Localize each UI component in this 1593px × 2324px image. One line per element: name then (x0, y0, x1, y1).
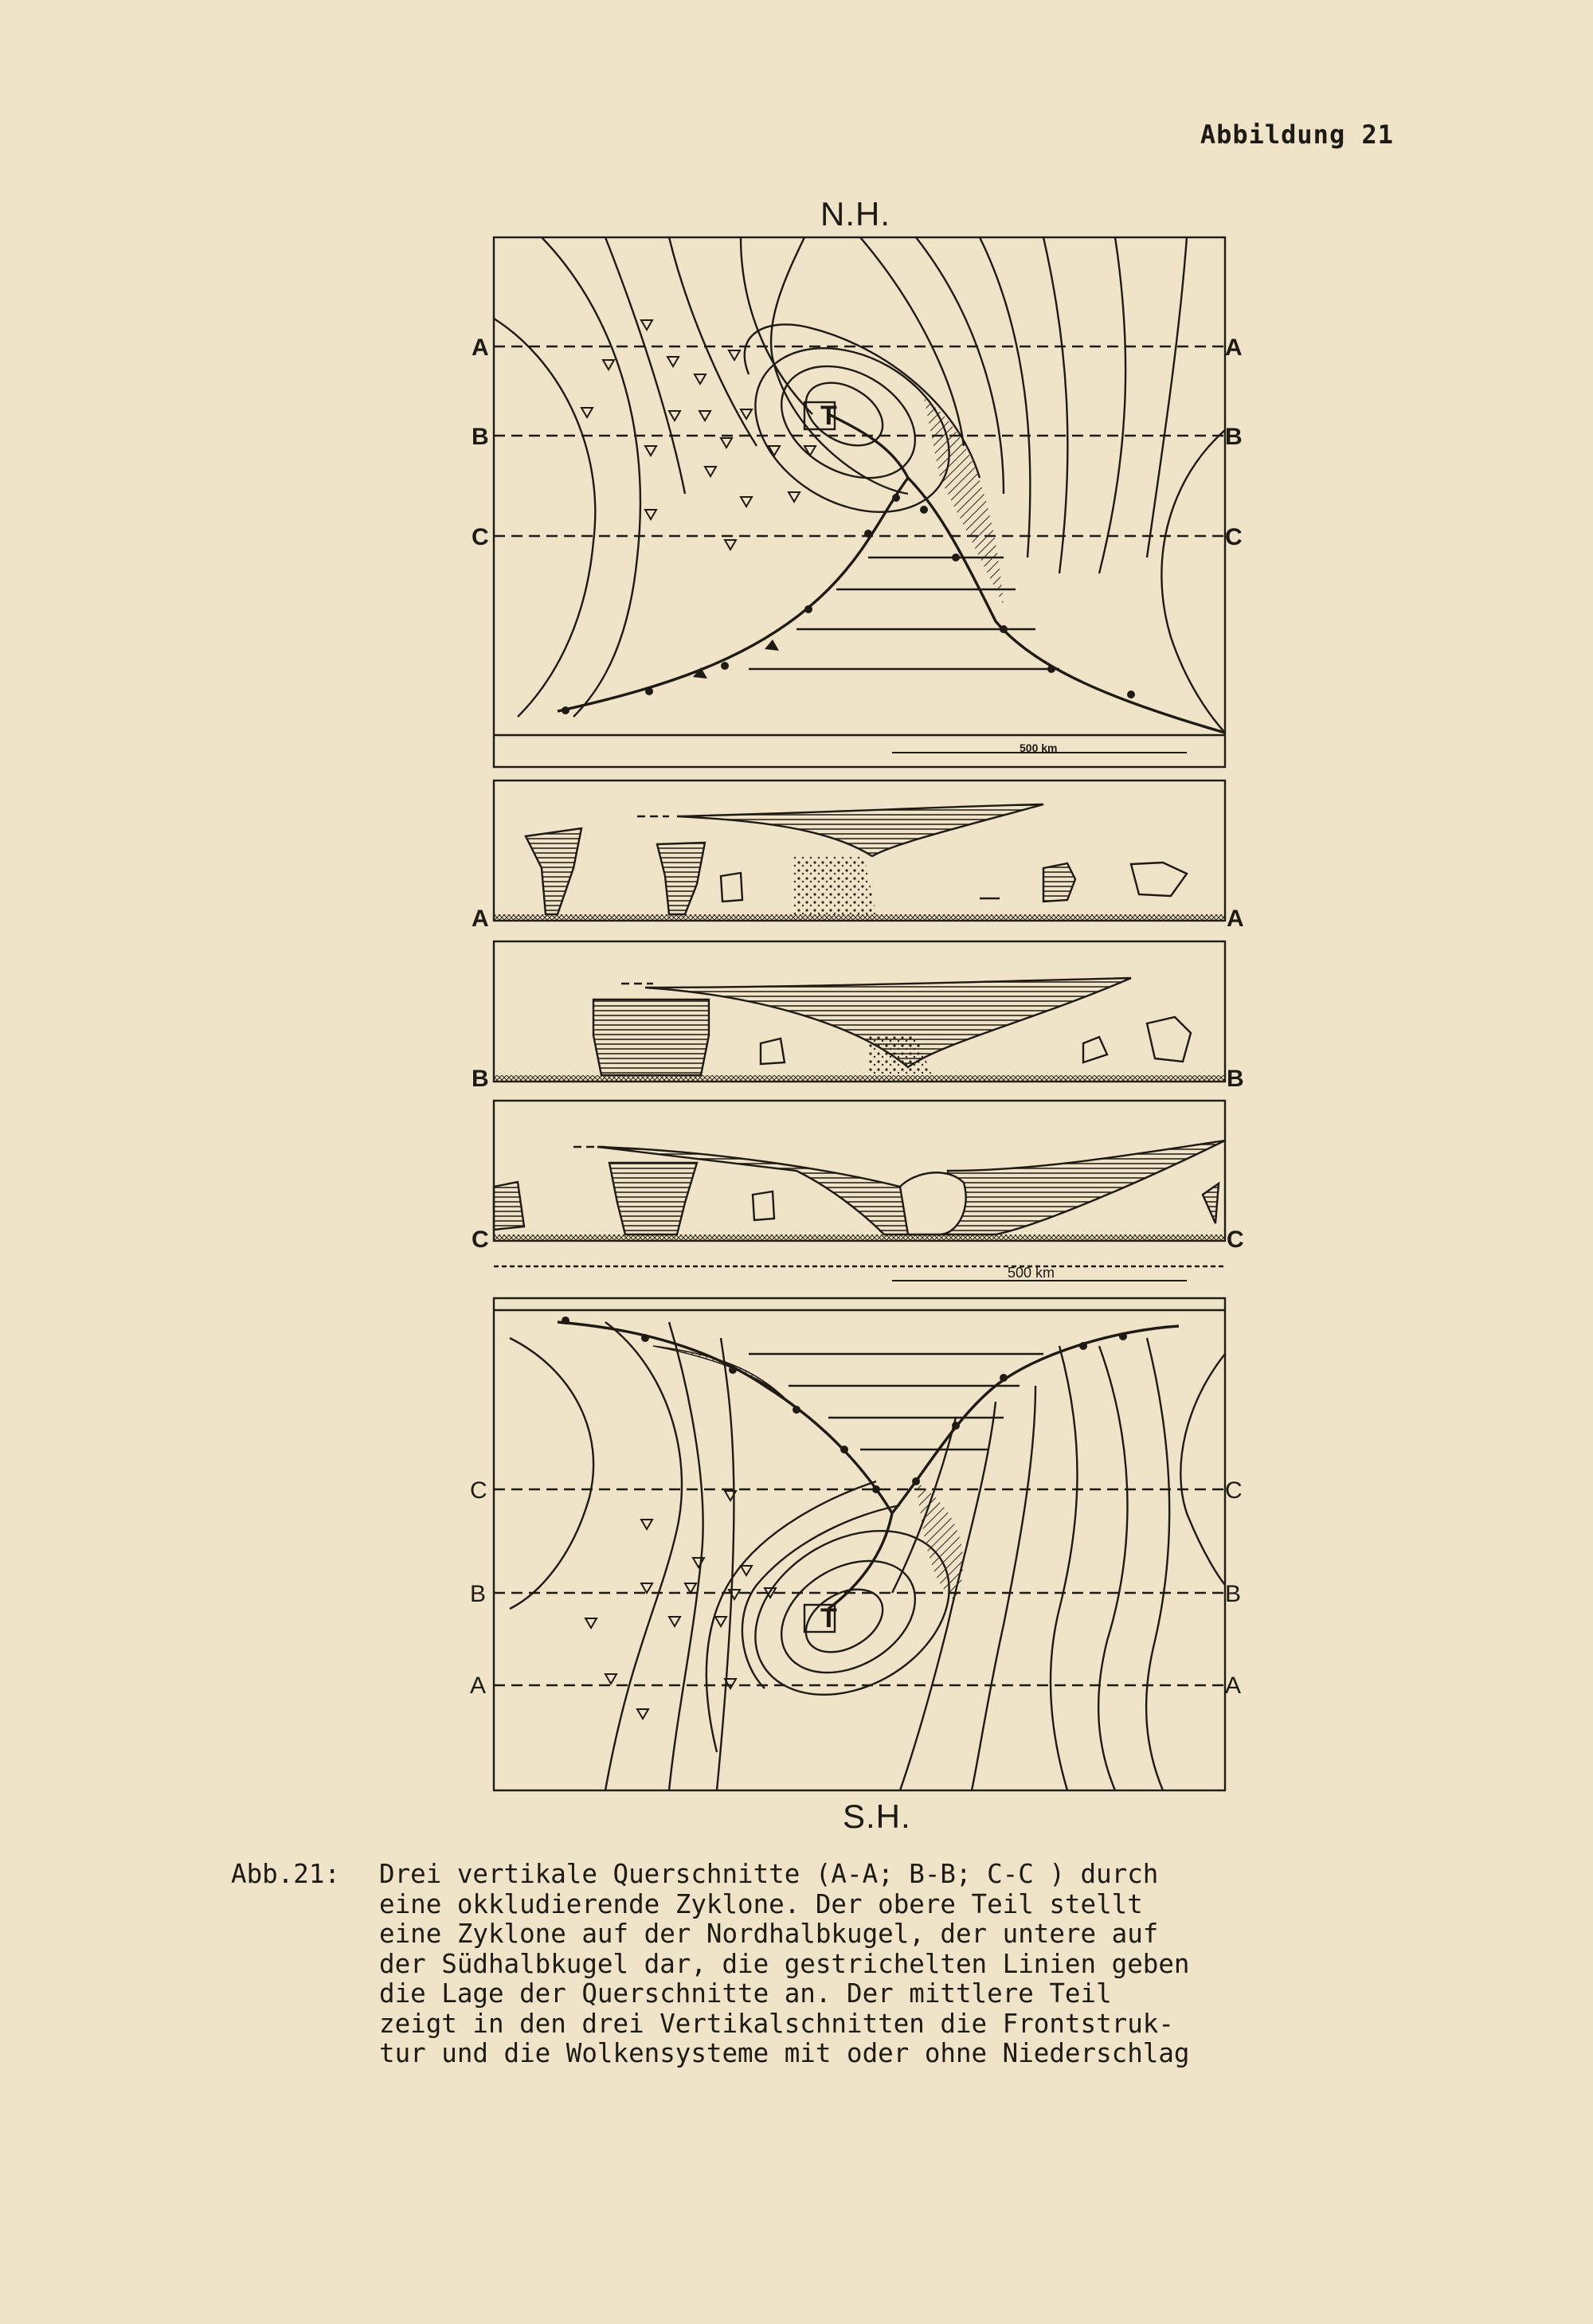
caption-line: eine okkludierende Zyklone. Der obere Teil stellt (379, 1888, 1143, 1919)
label-a-left-top: A (472, 335, 489, 361)
label-b-left-top: B (472, 424, 489, 450)
north-map (494, 237, 1225, 767)
label-c-left-top: C (472, 524, 489, 550)
label-c-left-section: C (472, 1227, 489, 1253)
label-a-right-top: A (1225, 335, 1243, 361)
label-b-left-section: B (472, 1066, 489, 1092)
caption-line: eine Zyklone auf der Nordhalbkugel, der untere auf (379, 1919, 1159, 1949)
label-a-right-bottom: A (1225, 1673, 1242, 1699)
caption-line: die Lage der Querschnitte an. Der mittlere Teil (379, 1978, 1112, 2009)
cross-section-c (494, 1101, 1225, 1241)
label-c-left-bottom: C (470, 1477, 487, 1504)
scale-label-top: 500 km (1020, 741, 1058, 754)
caption-line: Drei vertikale Querschnitte (A-A; B-B; C-C ) durch (379, 1859, 1159, 1889)
south-hemisphere-label: S.H. (843, 1798, 911, 1835)
label-b-right-section: B (1227, 1066, 1244, 1092)
caption-body (379, 1860, 1359, 2069)
low-marker-south: T (820, 1603, 837, 1633)
cross-section-a (494, 781, 1225, 921)
label-b-right-bottom: B (1225, 1581, 1242, 1607)
north-hemisphere-label: N.H. (820, 195, 890, 233)
low-marker-north: T (820, 401, 837, 431)
label-a-left-bottom: A (470, 1673, 487, 1699)
south-map (494, 1298, 1225, 1790)
label-b-right-top: B (1225, 424, 1243, 450)
scale-label-middle: 500 km (1008, 1265, 1055, 1281)
caption-line: der Südhalbkugel dar, die gestrichelten Linien geben (379, 1948, 1190, 1979)
caption-tag: Abb.21: (231, 1859, 340, 1889)
caption-line: tur und die Wolkensysteme mit oder ohne Niederschlag (379, 2038, 1190, 2068)
cross-section-b (494, 941, 1225, 1082)
label-c-right-top: C (1225, 524, 1243, 550)
label-a-left-section: A (472, 906, 489, 932)
label-c-right-bottom: C (1225, 1477, 1243, 1504)
caption-line: zeigt in den drei Vertikalschnitten die Frontstruk- (379, 2008, 1174, 2039)
label-c-right-section: C (1227, 1227, 1244, 1253)
label-b-left-bottom: B (470, 1581, 487, 1607)
figure-number-header: Abbildung 21 (1200, 119, 1394, 150)
label-a-right-section: A (1227, 906, 1244, 932)
